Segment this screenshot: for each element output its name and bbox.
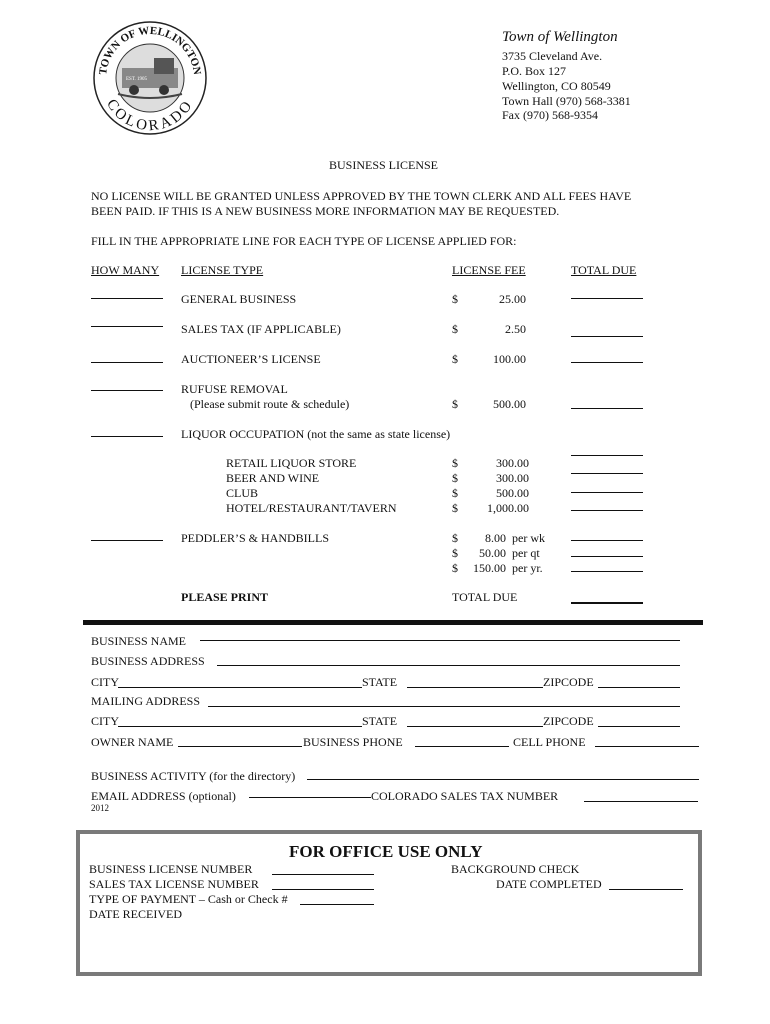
business-address-field[interactable]: [217, 665, 680, 666]
city2-label: CITY: [91, 714, 119, 728]
business-phone-label: BUSINESS PHONE: [303, 735, 403, 749]
total-peddler-yr-field[interactable]: [571, 571, 643, 572]
fee-refuse: 500.00: [493, 397, 526, 411]
currency-liquor-beer-wine: $: [452, 471, 458, 485]
how-many-sales-tax-field[interactable]: [91, 326, 163, 327]
fee-liquor-retail: 300.00: [496, 456, 529, 470]
currency-refuse: $: [452, 397, 458, 411]
fee-peddler-qt: 50.00: [479, 546, 506, 560]
sales-tax-number-label: SALES TAX LICENSE NUMBER: [89, 877, 259, 891]
background-check-label: BACKGROUND CHECK: [451, 862, 580, 876]
currency-auctioneer: $: [452, 352, 458, 366]
business-name-field[interactable]: [200, 640, 680, 641]
date-completed-label: DATE COMPLETED: [496, 877, 602, 891]
please-print-label: PLEASE PRINT: [181, 590, 269, 604]
town-seal-logo: [92, 20, 208, 136]
address-line-3: Wellington, CO 80549: [502, 79, 611, 93]
license-sales-tax: SALES TAX (IF APPLICABLE): [181, 322, 341, 336]
mailing-address-field[interactable]: [208, 706, 680, 707]
fee-liquor-beer-wine: 300.00: [496, 471, 529, 485]
currency-liquor-club: $: [452, 486, 458, 500]
seal-top-text: TOWN OF WELLINGTON: [97, 24, 203, 76]
sales-tax-number-field[interactable]: [272, 889, 374, 890]
total-due-field[interactable]: [571, 602, 643, 604]
zipcode-label: ZIPCODE: [543, 675, 594, 689]
license-liquor: LIQUOR OCCUPATION (not the same as state license): [181, 427, 451, 441]
col-license-fee: LICENSE FEE: [452, 263, 526, 277]
liquor-beer-wine: BEER AND WINE: [226, 471, 320, 485]
total-peddler-wk-field[interactable]: [571, 540, 643, 541]
fee-liquor-hotel: 1,000.00: [487, 501, 529, 515]
payment-type-field[interactable]: [300, 904, 374, 905]
city-label: CITY: [91, 675, 119, 689]
license-general: GENERAL BUSINESS: [181, 292, 297, 306]
period-peddler-wk: per wk: [512, 531, 545, 545]
state2-field[interactable]: [407, 726, 543, 727]
col-how-many: HOW MANY: [91, 263, 160, 277]
notice-line-2: BEEN PAID. IF THIS IS A NEW BUSINESS MORE INFORMATION MAY BE REQUESTED.: [91, 204, 560, 218]
business-activity-label: BUSINESS ACTIVITY (for the directory): [91, 769, 296, 783]
fee-peddler-wk: 8.00: [485, 531, 506, 545]
address-line-1: 3735 Cleveland Ave.: [502, 49, 603, 63]
total-liquor-hotel-field[interactable]: [571, 510, 643, 511]
email-address-field[interactable]: [249, 797, 371, 798]
total-due-label: TOTAL DUE: [452, 590, 518, 604]
business-activity-field[interactable]: [307, 779, 699, 780]
license-peddler: PEDDLER’S & HANDBILLS: [181, 531, 330, 545]
co-sales-tax-field[interactable]: [584, 801, 698, 802]
address-line-2: P.O. Box 127: [502, 64, 567, 78]
instruction: FILL IN THE APPROPRIATE LINE FOR EACH TYPE OF LICENSE APPLIED FOR:: [91, 234, 517, 248]
payment-type-label: TYPE OF PAYMENT – Cash or Check #: [89, 892, 288, 906]
license-number-field[interactable]: [272, 874, 374, 875]
cell-phone-field[interactable]: [595, 746, 699, 747]
form-year: 2012: [91, 803, 109, 813]
state-label: STATE: [362, 675, 398, 689]
liquor-club: CLUB: [226, 486, 259, 500]
owner-name-label: OWNER NAME: [91, 735, 174, 749]
business-phone-field[interactable]: [415, 746, 509, 747]
how-many-liquor-field[interactable]: [91, 436, 163, 437]
cell-phone-label: CELL PHONE: [513, 735, 586, 749]
currency-peddler-wk: $: [452, 531, 458, 545]
co-sales-tax-label: COLORADO SALES TAX NUMBER: [371, 789, 559, 803]
fee-sales-tax: 2.50: [505, 322, 526, 336]
address-line-5: Fax (970) 568-9354: [502, 108, 598, 122]
state-field[interactable]: [407, 687, 543, 688]
email-address-label: EMAIL ADDRESS (optional): [91, 789, 236, 803]
license-auctioneer: AUCTIONEER’S LICENSE: [181, 352, 321, 366]
how-many-auctioneer-field[interactable]: [91, 362, 163, 363]
total-refuse-field[interactable]: [571, 408, 643, 409]
zipcode-field[interactable]: [598, 687, 680, 688]
seal-est: EST. 1905: [126, 77, 148, 82]
state2-label: STATE: [362, 714, 398, 728]
license-refuse: RUFUSE REMOVAL: [181, 382, 288, 396]
mailing-address-label: MAILING ADDRESS: [91, 694, 201, 708]
how-many-refuse-field[interactable]: [91, 390, 163, 391]
currency-sales-tax: $: [452, 322, 458, 336]
fee-general: 25.00: [499, 292, 526, 306]
notice-line-1: NO LICENSE WILL BE GRANTED UNLESS APPROVED BY THE TOWN CLERK AND ALL FEES HAVE: [91, 189, 632, 203]
zipcode2-field[interactable]: [598, 726, 680, 727]
col-license-type: LICENSE TYPE: [181, 263, 264, 277]
currency-general: $: [452, 292, 458, 306]
col-total-due: TOTAL DUE: [571, 263, 637, 277]
total-liquor-club-field[interactable]: [571, 492, 643, 493]
city2-field[interactable]: [118, 726, 362, 727]
liquor-retail: RETAIL LIQUOR STORE: [226, 456, 357, 470]
owner-name-field[interactable]: [178, 746, 302, 747]
how-many-peddler-field[interactable]: [91, 540, 163, 541]
period-peddler-qt: per qt: [512, 546, 540, 560]
period-peddler-yr: per yr.: [512, 561, 543, 575]
license-number-label: BUSINESS LICENSE NUMBER: [89, 862, 253, 876]
business-address-label: BUSINESS ADDRESS: [91, 654, 205, 668]
office-title: FOR OFFICE USE ONLY: [289, 842, 483, 861]
liquor-hotel: HOTEL/RESTAURANT/TAVERN: [226, 501, 397, 515]
total-peddler-qt-field[interactable]: [571, 556, 643, 557]
fee-peddler-yr: 150.00: [473, 561, 506, 575]
total-auctioneer-field[interactable]: [571, 362, 643, 363]
how-many-general-field[interactable]: [91, 298, 163, 299]
date-received-label: DATE RECEIVED: [89, 907, 182, 921]
total-general-field[interactable]: [571, 298, 643, 299]
currency-peddler-yr: $: [452, 561, 458, 575]
date-completed-field[interactable]: [609, 889, 683, 890]
zipcode2-label: ZIPCODE: [543, 714, 594, 728]
seal-bottom-text: COLORADO: [103, 96, 197, 135]
total-liquor-retail-field[interactable]: [571, 455, 643, 456]
total-sales-tax-field[interactable]: [571, 336, 643, 337]
address-line-4: Town Hall (970) 568-3381: [502, 94, 631, 108]
section-divider: [83, 620, 703, 625]
business-name-label: BUSINESS NAME: [91, 634, 187, 648]
town-name: Town of Wellington: [502, 29, 618, 45]
fee-liquor-club: 500.00: [496, 486, 529, 500]
fee-auctioneer: 100.00: [493, 352, 526, 366]
currency-liquor-hotel: $: [452, 501, 458, 515]
form-title: BUSINESS LICENSE: [329, 158, 439, 172]
currency-liquor-retail: $: [452, 456, 458, 470]
total-liquor-beer-wine-field[interactable]: [571, 473, 643, 474]
license-refuse-note: (Please submit route & schedule): [190, 397, 350, 411]
city-field[interactable]: [118, 687, 362, 688]
currency-peddler-qt: $: [452, 546, 458, 560]
